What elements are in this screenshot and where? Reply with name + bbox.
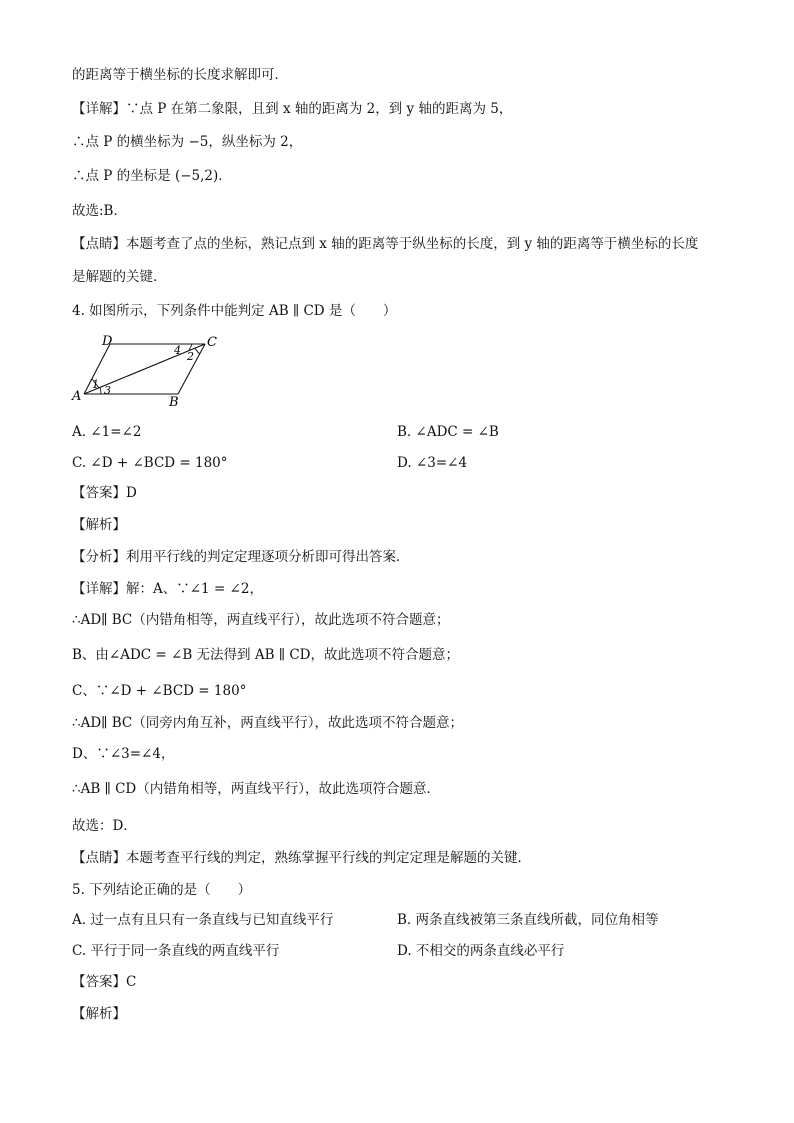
- angle-label-3: 3: [104, 384, 111, 397]
- vertex-label-d: D: [102, 334, 113, 349]
- text-line: ∴AD∥ BC（同旁内角互补，两直线平行），故此选项不符合题意；: [72, 715, 463, 731]
- question-4-stem: 4. 如图所示，下列条件中能判定 AB ∥ CD 是（ ）: [72, 303, 397, 319]
- vertex-label-a: A: [72, 389, 82, 404]
- analysis-label: 【解析】: [72, 1006, 126, 1022]
- text-line: 【详解】∵点 P 在第二象限，且到 x 轴的距离为 2，到 y 轴的距离为 5，: [72, 101, 513, 117]
- parallelogram-figure: [70, 334, 230, 410]
- text-line: 的距离等于横坐标的长度求解即可．: [72, 67, 288, 83]
- q4-option-d: D. ∠3=∠4: [397, 455, 468, 471]
- vertex-label-b: B: [169, 395, 179, 410]
- text-line: ∴点 P 的坐标是 (−5,2)．: [72, 168, 232, 184]
- q4-option-b: B. ∠ADC = ∠B: [397, 424, 499, 440]
- q5-option-d: D. 不相交的两条直线必平行: [397, 943, 565, 959]
- q4-option-a: A. ∠1=∠2: [72, 424, 142, 440]
- text-line: 【点睛】本题考查平行线的判定，熟练掌握平行线的判定定理是解题的关键．: [72, 850, 531, 866]
- text-line: C、∵∠D + ∠BCD = 180°: [72, 683, 247, 699]
- angle-label-4: 4: [174, 344, 181, 357]
- q5-option-c: C. 平行于同一条直线的两直线平行: [72, 943, 280, 959]
- text-line: ∴AD∥ BC（内错角相等，两直线平行），故此选项不符合题意；: [72, 612, 450, 628]
- text-line: 是解题的关键．: [72, 269, 167, 285]
- q5-option-b: B. 两条直线被第三条直线所截，同位角相等: [397, 912, 659, 928]
- question-5-stem: 5. 下列结论正确的是（ ）: [72, 882, 252, 898]
- text-line: 【点睛】本题考查了点的坐标，熟记点到 x 轴的距离等于纵坐标的长度，到 y 轴的距离等于横坐标的长度: [72, 236, 699, 252]
- q5-option-a: A. 过一点有且只有一条直线与已知直线平行: [72, 912, 334, 928]
- answer-label: 【答案】D: [72, 485, 137, 501]
- text-line: ∴点 P 的横坐标为 −5，纵坐标为 2，: [72, 134, 303, 150]
- angle-label-2: 2: [187, 350, 194, 363]
- text-line: 故选：D．: [72, 818, 137, 834]
- text-line: 故选:B．: [72, 203, 127, 219]
- angle-arc-3: [100, 387, 101, 394]
- angle-label-1: 1: [92, 378, 99, 391]
- text-line: ∴AB ∥ CD（内错角相等，两直线平行），故此选项符合题意．: [72, 781, 440, 797]
- text-line: 【详解】解：A、∵∠1 = ∠2，: [72, 581, 263, 597]
- text-line: B、由∠ADC = ∠B 无法得到 AB ∥ CD，故此选项不符合题意；: [72, 647, 459, 663]
- angle-arc-2: [195, 348, 200, 354]
- text-line: 【分析】利用平行线的判定定理逐项分析即可得出答案．: [72, 549, 410, 565]
- vertex-label-c: C: [207, 335, 217, 350]
- analysis-label: 【解析】: [72, 517, 126, 533]
- answer-label: 【答案】C: [72, 974, 137, 990]
- text-line: D、∵∠3=∠4，: [72, 746, 175, 762]
- q4-option-c: C. ∠D + ∠BCD = 180°: [72, 455, 228, 471]
